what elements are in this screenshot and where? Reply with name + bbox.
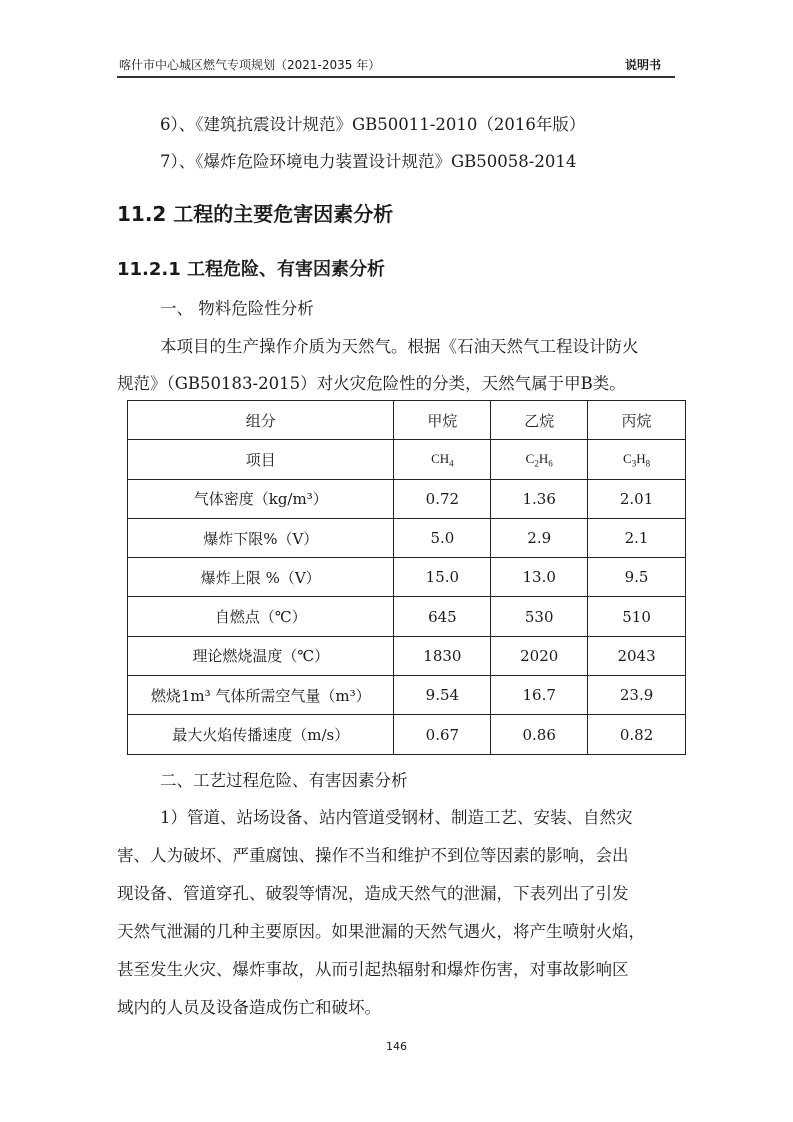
body-line: 现设备、管道穿孔、破裂等情况，造成天然气的泄漏，下表列出了引发 [117,884,629,903]
table-row [128,518,686,557]
table-cell: 510 [588,597,686,636]
table-cell: 组分 [128,401,394,440]
table-row [128,676,686,715]
table-cell: 16.7 [491,676,588,715]
table-cell: 燃烧1m³ 气体所需空气量（m³） [128,676,394,715]
table-cell: 爆炸上限 %（V） [128,558,394,597]
section-title: 11.2 工程的主要危害因素分析 [117,202,394,226]
reference-item: 7）、《爆炸危险环境电力装置设计规范》GB50058-2014 [160,152,577,171]
table-cell: 13.0 [491,558,588,597]
table-cell: 甲烷 [394,401,491,440]
table-cell: 2043 [588,636,686,675]
table-cell: 气体密度（kg/m³） [128,479,394,518]
table-cell: 9.54 [394,676,491,715]
table-cell: 自燃点（℃） [128,597,394,636]
table-cell: 23.9 [588,676,686,715]
table-row [128,401,686,440]
table-cell: 0.67 [394,715,491,754]
body-line: 1）管道、站场设备、站内管道受钢材、制造工艺、安装、自然灾 [160,808,633,827]
subheading-material-hazard: 一、 物料危险性分析 [160,299,314,318]
table-cell: 2.1 [588,518,686,557]
table-cell: 645 [394,597,491,636]
table-row [128,440,686,479]
table-cell: 15.0 [394,558,491,597]
table-cell: 530 [491,597,588,636]
body-line: 甚至发生火灾、爆炸事故，从而引起热辐射和爆炸伤害，对事故影响区 [117,960,629,979]
table-row [128,636,686,675]
table-cell: 最大火焰传播速度（m/s） [128,715,394,754]
formula-cell: $CH_4$ [394,440,491,479]
table-cell: 项目 [128,440,394,479]
formula-cell: $C_2H_6$ [491,440,588,479]
body-line: 天然气泄漏的几种主要原因。如果泄漏的天然气遇火，将产生喷射火焰， [117,922,645,941]
table-cell: 乙烷 [491,401,588,440]
table-cell: 0.82 [588,715,686,754]
table-cell: 1.36 [491,479,588,518]
header-doc-type: 说明书 [624,58,661,72]
table-cell: 1830 [394,636,491,675]
subsection-title: 11.2.1 工程危险、有害因素分析 [117,259,386,280]
table-cell: 理论燃烧温度（℃） [128,636,394,675]
intro-line: 本项目的生产操作介质为天然气。根据《石油天然气工程设计防火 [160,337,639,356]
table-row [128,479,686,518]
subheading-process-hazard: 二、工艺过程危险、有害因素分析 [160,771,408,790]
table-row [128,597,686,636]
table-cell: 爆炸下限%（V） [128,518,394,557]
table-cell: 2.9 [491,518,588,557]
header-title: 喀什市中心城区燃气专项规划（2021-2035 年） [119,58,381,72]
table-cell: 5.0 [394,518,491,557]
table-row [128,715,686,754]
intro-line: 规范》（GB50183-2015）对火灾危险性的分类，天然气属于甲B类。 [117,374,626,393]
table-cell: 9.5 [588,558,686,597]
table-cell: 0.86 [491,715,588,754]
table-cell: 2.01 [588,479,686,518]
gas-properties-table [127,400,686,755]
page-header [117,50,675,78]
table-row [128,558,686,597]
reference-item: 6）、《建筑抗震设计规范》GB50011-2010（2016年版） [160,115,586,134]
table-cell: 丙烷 [588,401,686,440]
body-line: 害、人为破坏、严重腐蚀、操作不当和维护不到位等因素的影响，会出 [117,846,629,865]
body-line: 域内的人员及设备造成伤亡和破坏。 [117,998,381,1017]
page-number: 146 [386,1040,407,1053]
formula-cell: $C_3H_8$ [588,440,686,479]
table-cell: 0.72 [394,479,491,518]
table-cell: 2020 [491,636,588,675]
